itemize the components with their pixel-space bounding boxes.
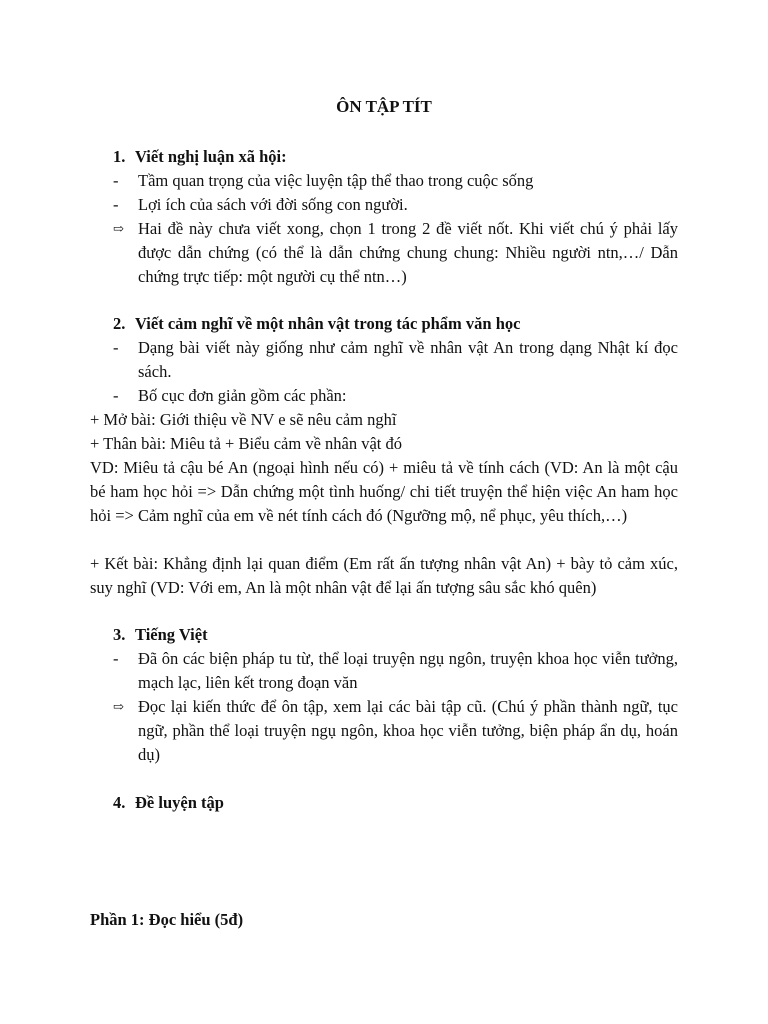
bullet-text: Bố cục đơn giản gồm các phần: (138, 386, 347, 405)
arrow-right-icon: ⇨ (113, 221, 124, 236)
section-3-heading (113, 623, 208, 647)
section-2-heading (113, 312, 520, 336)
bullet-text: Lợi ích của sách với đời sống con người. (138, 195, 408, 214)
section-2-title: Viết cảm nghĩ về một nhân vật trong tác phẩm văn học (135, 314, 521, 333)
dash-marker: - (113, 386, 119, 405)
section-4-heading (113, 791, 224, 815)
part-1-heading: Phần 1: Đọc hiểu (5đ) (90, 910, 244, 929)
section-1-bullet-1 (113, 169, 678, 193)
section-1-bullet-2 (113, 193, 678, 217)
section-1-title: Viết nghị luận xã hội: (135, 147, 287, 166)
section-2-bullet-1 (113, 336, 678, 384)
section-3-title: Tiếng Việt (135, 625, 208, 644)
dash-marker: - (113, 649, 119, 668)
bullet-text: Dạng bài viết này giống như cảm nghĩ về nhân vật An trong dạng Nhật kí đọc sách. (138, 338, 678, 381)
conclusion-paragraph: + Kết bài: Khẳng định lại quan điểm (Em rất ấn tượng nhân vật An) + bày tỏ cảm xúc, suy nghĩ (VD: Với em, An là một nhân vật để lại ấn tượng sâu sắc khó quên) (90, 554, 678, 597)
intro-paragraph: + Mở bài: Giới thiệu về NV e sẽ nêu cảm nghĩ (90, 410, 397, 429)
note-text: Đọc lại kiến thức để ôn tập, xem lại các bài tập cũ. (Chú ý phần thành ngữ, tục ngữ, phần thể loại truyện ngụ ngôn, khoa học viễn tưởng, biện pháp ẩn dụ, hoán dụ) (138, 697, 678, 764)
section-1-number: 1. (113, 147, 126, 166)
bullet-text: Tầm quan trọng của việc luyện tập thể thao trong cuộc sống (138, 171, 534, 190)
dash-marker: - (113, 338, 119, 357)
section-1-note (113, 217, 678, 289)
section-4-title: Đề luyện tập (135, 793, 224, 812)
bullet-text: Đã ôn các biện pháp tu từ, thể loại truyện ngụ ngôn, truyện khoa học viễn tưởng, mạch lạc, liên kết trong đoạn văn (138, 649, 678, 692)
section-1-heading (113, 145, 287, 169)
dash-marker: - (113, 195, 119, 214)
example-paragraph: VD: Miêu tả cậu bé An (ngoại hình nếu có) + miêu tả về tính cách (VD: An là một cậu bé ham học hỏi => Dẫn chứng một tình huống/ chi tiết truyện thể hiện việc An ham học hỏi => Cảm nghĩ của em về nét tính cách đó (Ngưỡng mộ, nể phục, yêu thích,…) (90, 458, 678, 525)
section-3-number: 3. (113, 625, 126, 644)
section-4-number: 4. (113, 793, 126, 812)
body-paragraph: + Thân bài: Miêu tả + Biểu cảm về nhân vật đó (90, 434, 403, 453)
section-3-note (113, 695, 678, 767)
note-text: Hai đề này chưa viết xong, chọn 1 trong 2 đề viết nốt. Khi viết chú ý phải lấy được dẫn chứng (có thể là dẫn chứng chung chung: Nhiều người ntn,…/ Dẫn chứng trực tiếp: một người cụ thể ntn…) (138, 219, 678, 286)
section-2-bullet-2 (113, 384, 678, 408)
document-title: ÔN TẬP TÍT (336, 97, 432, 116)
section-2-number: 2. (113, 314, 126, 333)
dash-marker: - (113, 171, 119, 190)
arrow-right-icon: ⇨ (113, 699, 124, 714)
section-3-bullet-1 (113, 647, 678, 695)
